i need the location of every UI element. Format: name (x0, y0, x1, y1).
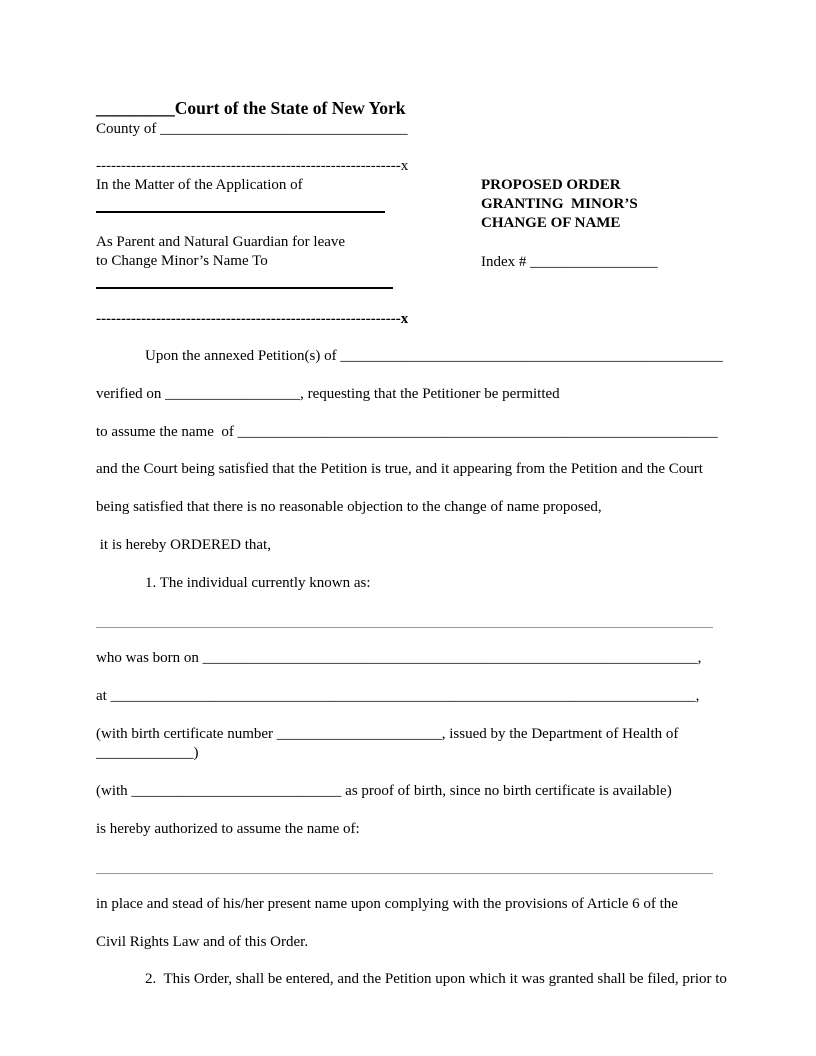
paragraph-in-place: in place and stead of his/her present name upon complying with the provisions of Article 6 of the (96, 896, 678, 912)
document-title-line-1: PROPOSED ORDER (481, 177, 621, 193)
paragraph-ordered: it is hereby ORDERED that, (96, 537, 271, 553)
paragraph-civil-rights: Civil Rights Law and of this Order. (96, 934, 309, 950)
born-at-line: at ______________________________________________________________________________, (96, 688, 700, 704)
item-1-heading: 1. The individual currently known as: (145, 575, 371, 591)
document-title (481, 176, 638, 233)
birth-certificate-line: (with birth certificate number ______________________, issued by the Department of Health of (96, 726, 679, 742)
document-title-line-2: GRANTING MINOR’S (481, 196, 638, 212)
proof-of-birth-line: (with ____________________________ as proof of birth, since no birth certificate is available) (96, 783, 672, 799)
court-title: _________Court of the State of New York (96, 98, 406, 118)
item-2-heading: 2. This Order, shall be entered, and the Petition upon which it was granted shall be filed, prior to (145, 971, 727, 987)
born-on-line: who was born on __________________________________________________________________, (96, 650, 702, 666)
document-title-line-3: CHANGE OF NAME (481, 215, 621, 231)
index-number: Index # _________________ (481, 254, 658, 270)
paragraph-court-satisfied: and the Court being satisfied that the Petition is true, and it appearing from the Petition and the Court (96, 461, 703, 477)
caption-bottom-divider: -------------------------------------------------------------x (96, 311, 409, 327)
applicant-signature-line (96, 211, 385, 213)
county-line: County of _________________________________ (96, 121, 408, 137)
department-of-health-line: _____________) (96, 745, 199, 761)
current-name-line (96, 627, 713, 628)
paragraph-no-objection: being satisfied that there is no reasonable objection to the change of name proposed, (96, 499, 602, 515)
matter-of-line: In the Matter of the Application of (96, 177, 303, 193)
guardian-line-1: As Parent and Natural Guardian for leave (96, 234, 346, 250)
guardian-line-2: to Change Minor’s Name To (96, 253, 268, 269)
new-name-signature-line (96, 287, 393, 289)
authorized-name-line: is hereby authorized to assume the name of: (96, 821, 360, 837)
paragraph-petition: Upon the annexed Petition(s) of ___________________________________________________ (145, 348, 723, 364)
paragraph-verified: verified on __________________, requesting that the Petitioner be permitted (96, 386, 560, 402)
new-name-line (96, 873, 713, 874)
caption-top-divider: -------------------------------------------------------------x (96, 158, 409, 174)
paragraph-assume-name: to assume the name of ________________________________________________________________ (96, 424, 718, 440)
